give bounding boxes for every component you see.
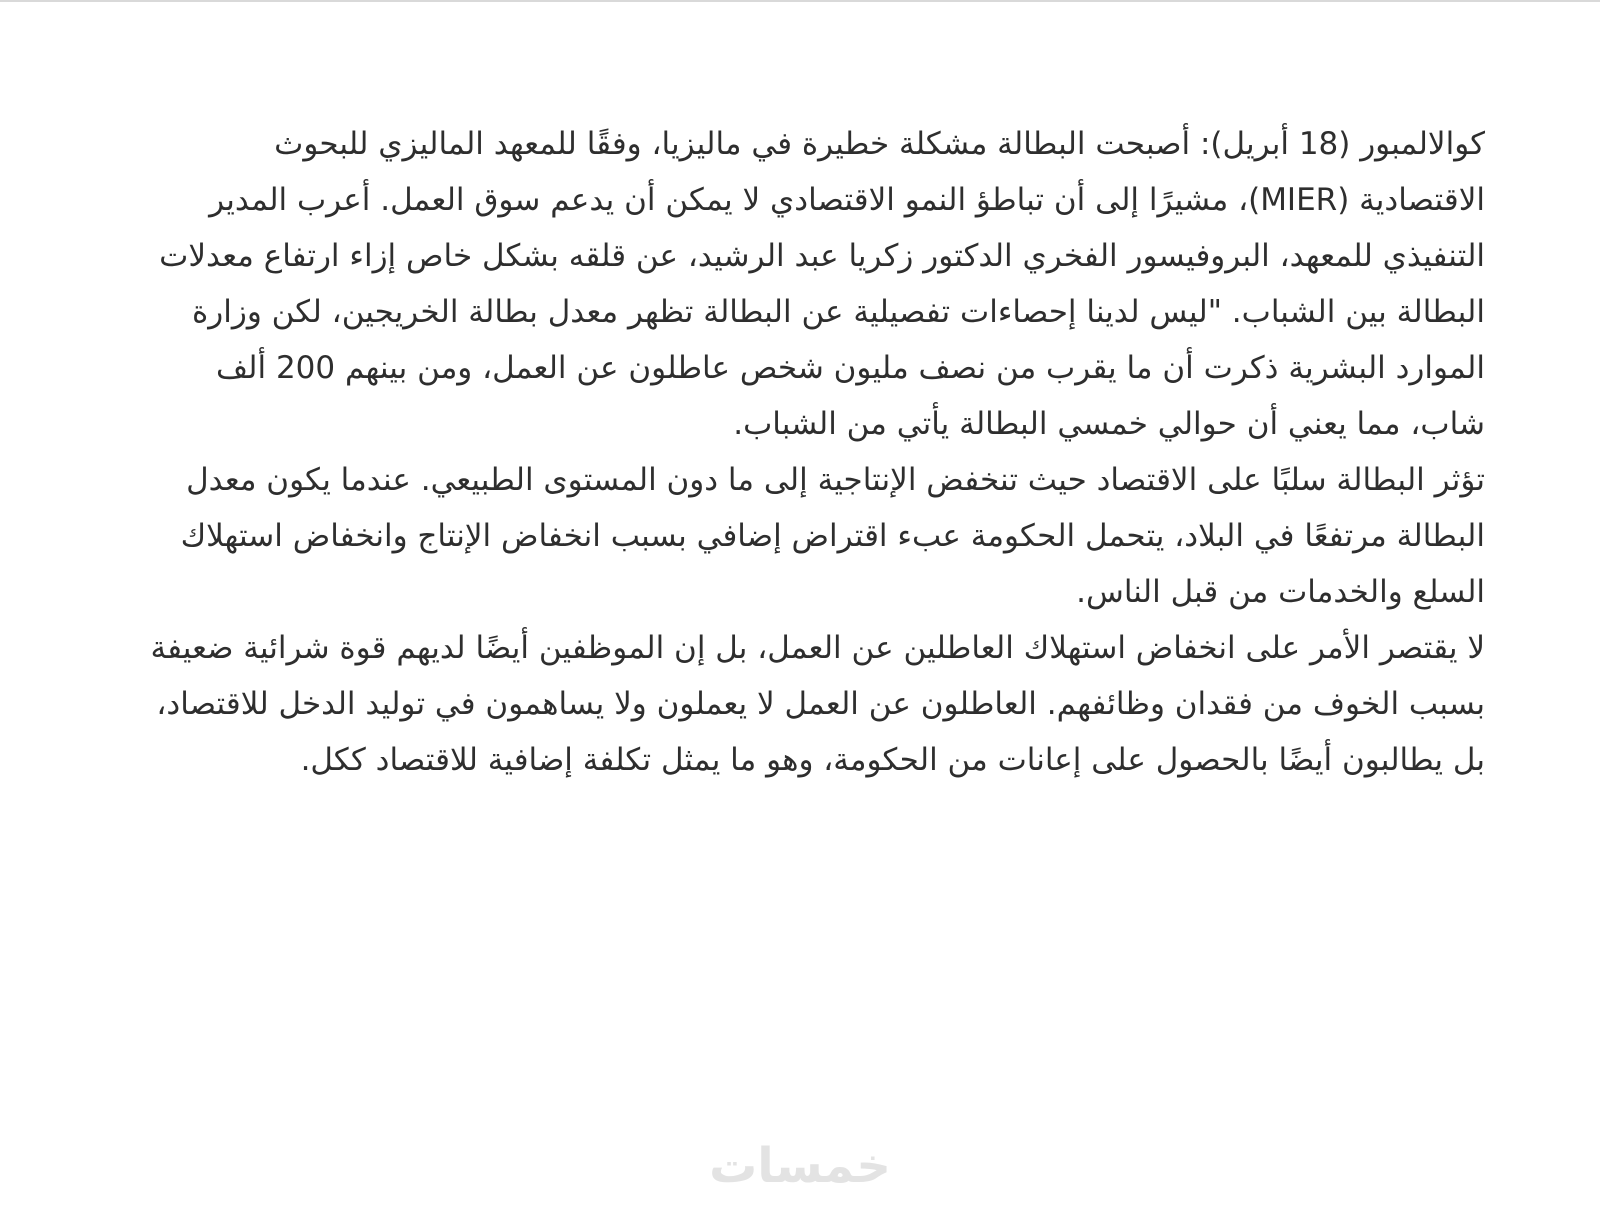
khamsat-watermark-logo: خمسات [709,1138,891,1194]
article-paragraph-1: كوالالمبور (18 أبريل): أصبحت البطالة مشكلة خطيرة في ماليزيا، وفقًا للمعهد الماليزي للبحوث الاقتصادية (MIER)، مشيرًا إلى أن تباطؤ النمو الاقتصادي لا يمكن أن يدعم سوق العمل. أعرب المدير التنفيذي للمعهد، البروفيسور الفخري الدكتور زكريا عبد الرشيد، عن قلقه بشكل خاص إزاء ارتفاع معدلات البطالة بين الشباب. "ليس لدينا إحصاءات تفصيلية عن البطالة تظهر معدل بطالة الخريجين، لكن وزارة الموارد البشرية ذكرت أن ما يقرب من نصف مليون شخص عاطلون عن العمل، ومن بينهم 200 ألف شاب، مما يعني أن حوالي خمسي البطالة يأتي من الشباب. [159,126,1485,442]
article-body [150,116,1485,788]
article-paragraph-2: تؤثر البطالة سلبًا على الاقتصاد حيث تنخفض الإنتاجية إلى ما دون المستوى الطبيعي. عندما يكون معدل البطالة مرتفعًا في البلاد، يتحمل الحكومة عبء اقتراض إضافي بسبب انخفاض الإنتاج وانخفاض استهلاك السلع والخدمات من قبل الناس. [180,462,1485,610]
top-divider [0,0,1600,2]
article-paragraph-3: لا يقتصر الأمر على انخفاض استهلاك العاطلين عن العمل، بل إن الموظفين أيضًا لديهم قوة شرائية ضعيفة بسبب الخوف من فقدان وظائفهم. العاطلون عن العمل لا يعملون ولا يساهمون في توليد الدخل للاقتصاد، بل يطالبون أيضًا بالحصول على إعانات من الحكومة، وهو ما يمثل تكلفة إضافية للاقتصاد ككل. [150,630,1485,778]
